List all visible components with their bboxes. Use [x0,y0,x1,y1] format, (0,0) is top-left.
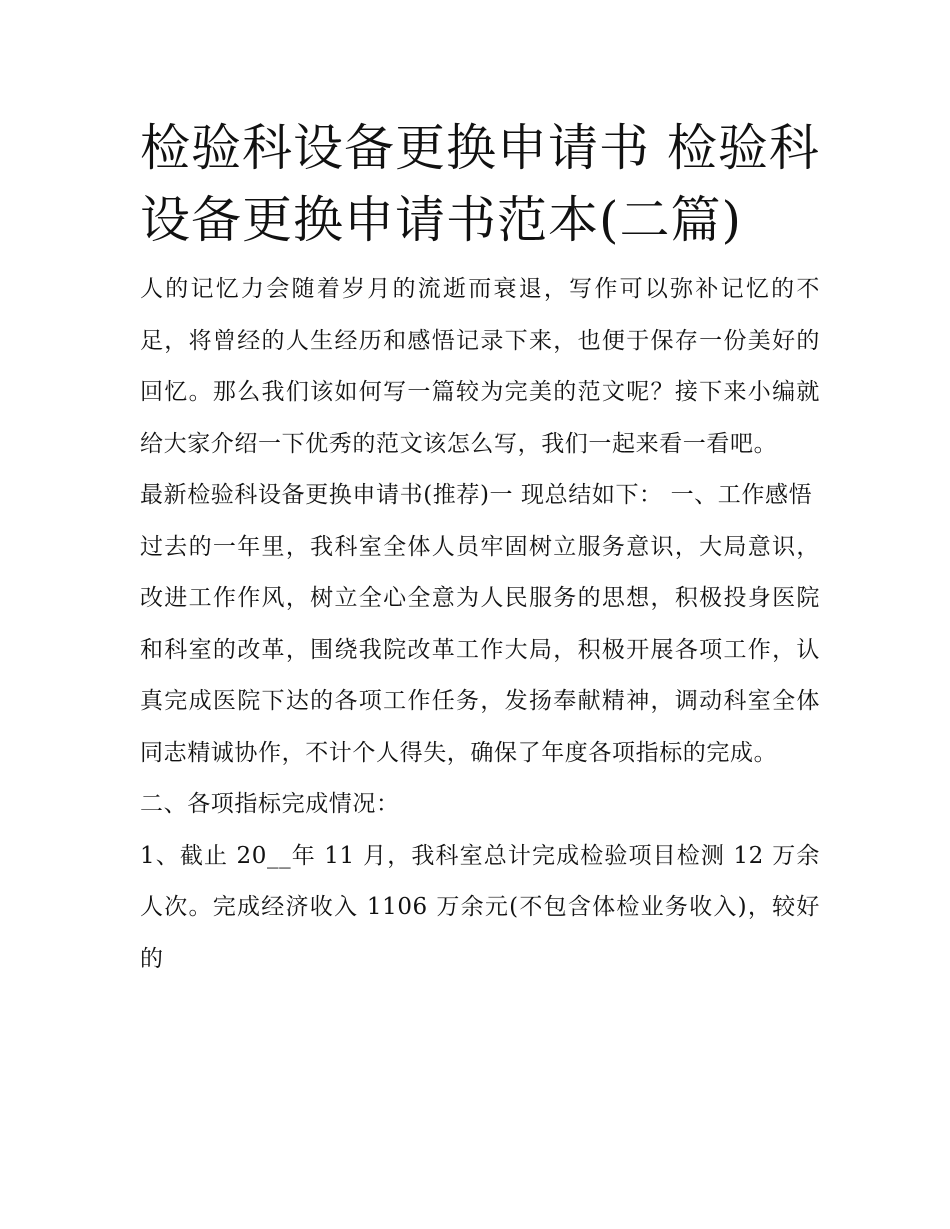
section-heading-paragraph: 最新检验科设备更换申请书(推荐)一 现总结如下： 一、工作感悟 [140,482,813,508]
indicator-paragraph: 1、截止 20__年 11 月，我科室总计完成检验项目检测 12 万余人次。完成经济收入 1106 万余元(不包含体检业务收入)，较好的 [140,842,820,972]
work-summary-paragraph: 过去的一年里，我科室全体人员牢固树立服务意识，大局意识，改进工作作风，树立全心全意为人民服务的思想，积极投身医院和科室的改革，围绕我院改革工作大局，积极开展各项工作，认真完成医院下达的各项工作任务，发扬奉献精神，调动科室全体同志精诚协作，不计个人得失，确保了年度各项指标的完成。 [140,533,820,766]
intro-paragraph: 人的记忆力会随着岁月的流逝而衰退，写作可以弥补记忆的不足，将曾经的人生经历和感悟记录下来，也便于保存一份美好的回忆。那么我们该如何写一篇较为完美的范文呢？接下来小编就给大家介绍一下优秀的范文该怎么写，我们一起来看一看吧。 [140,276,820,457]
document-page [140,112,820,985]
document-title: 检验科设备更换申请书 检验科设备更换申请书范本(二篇) [140,119,820,249]
section-two-heading: 二、各项指标完成情况： [140,791,400,817]
